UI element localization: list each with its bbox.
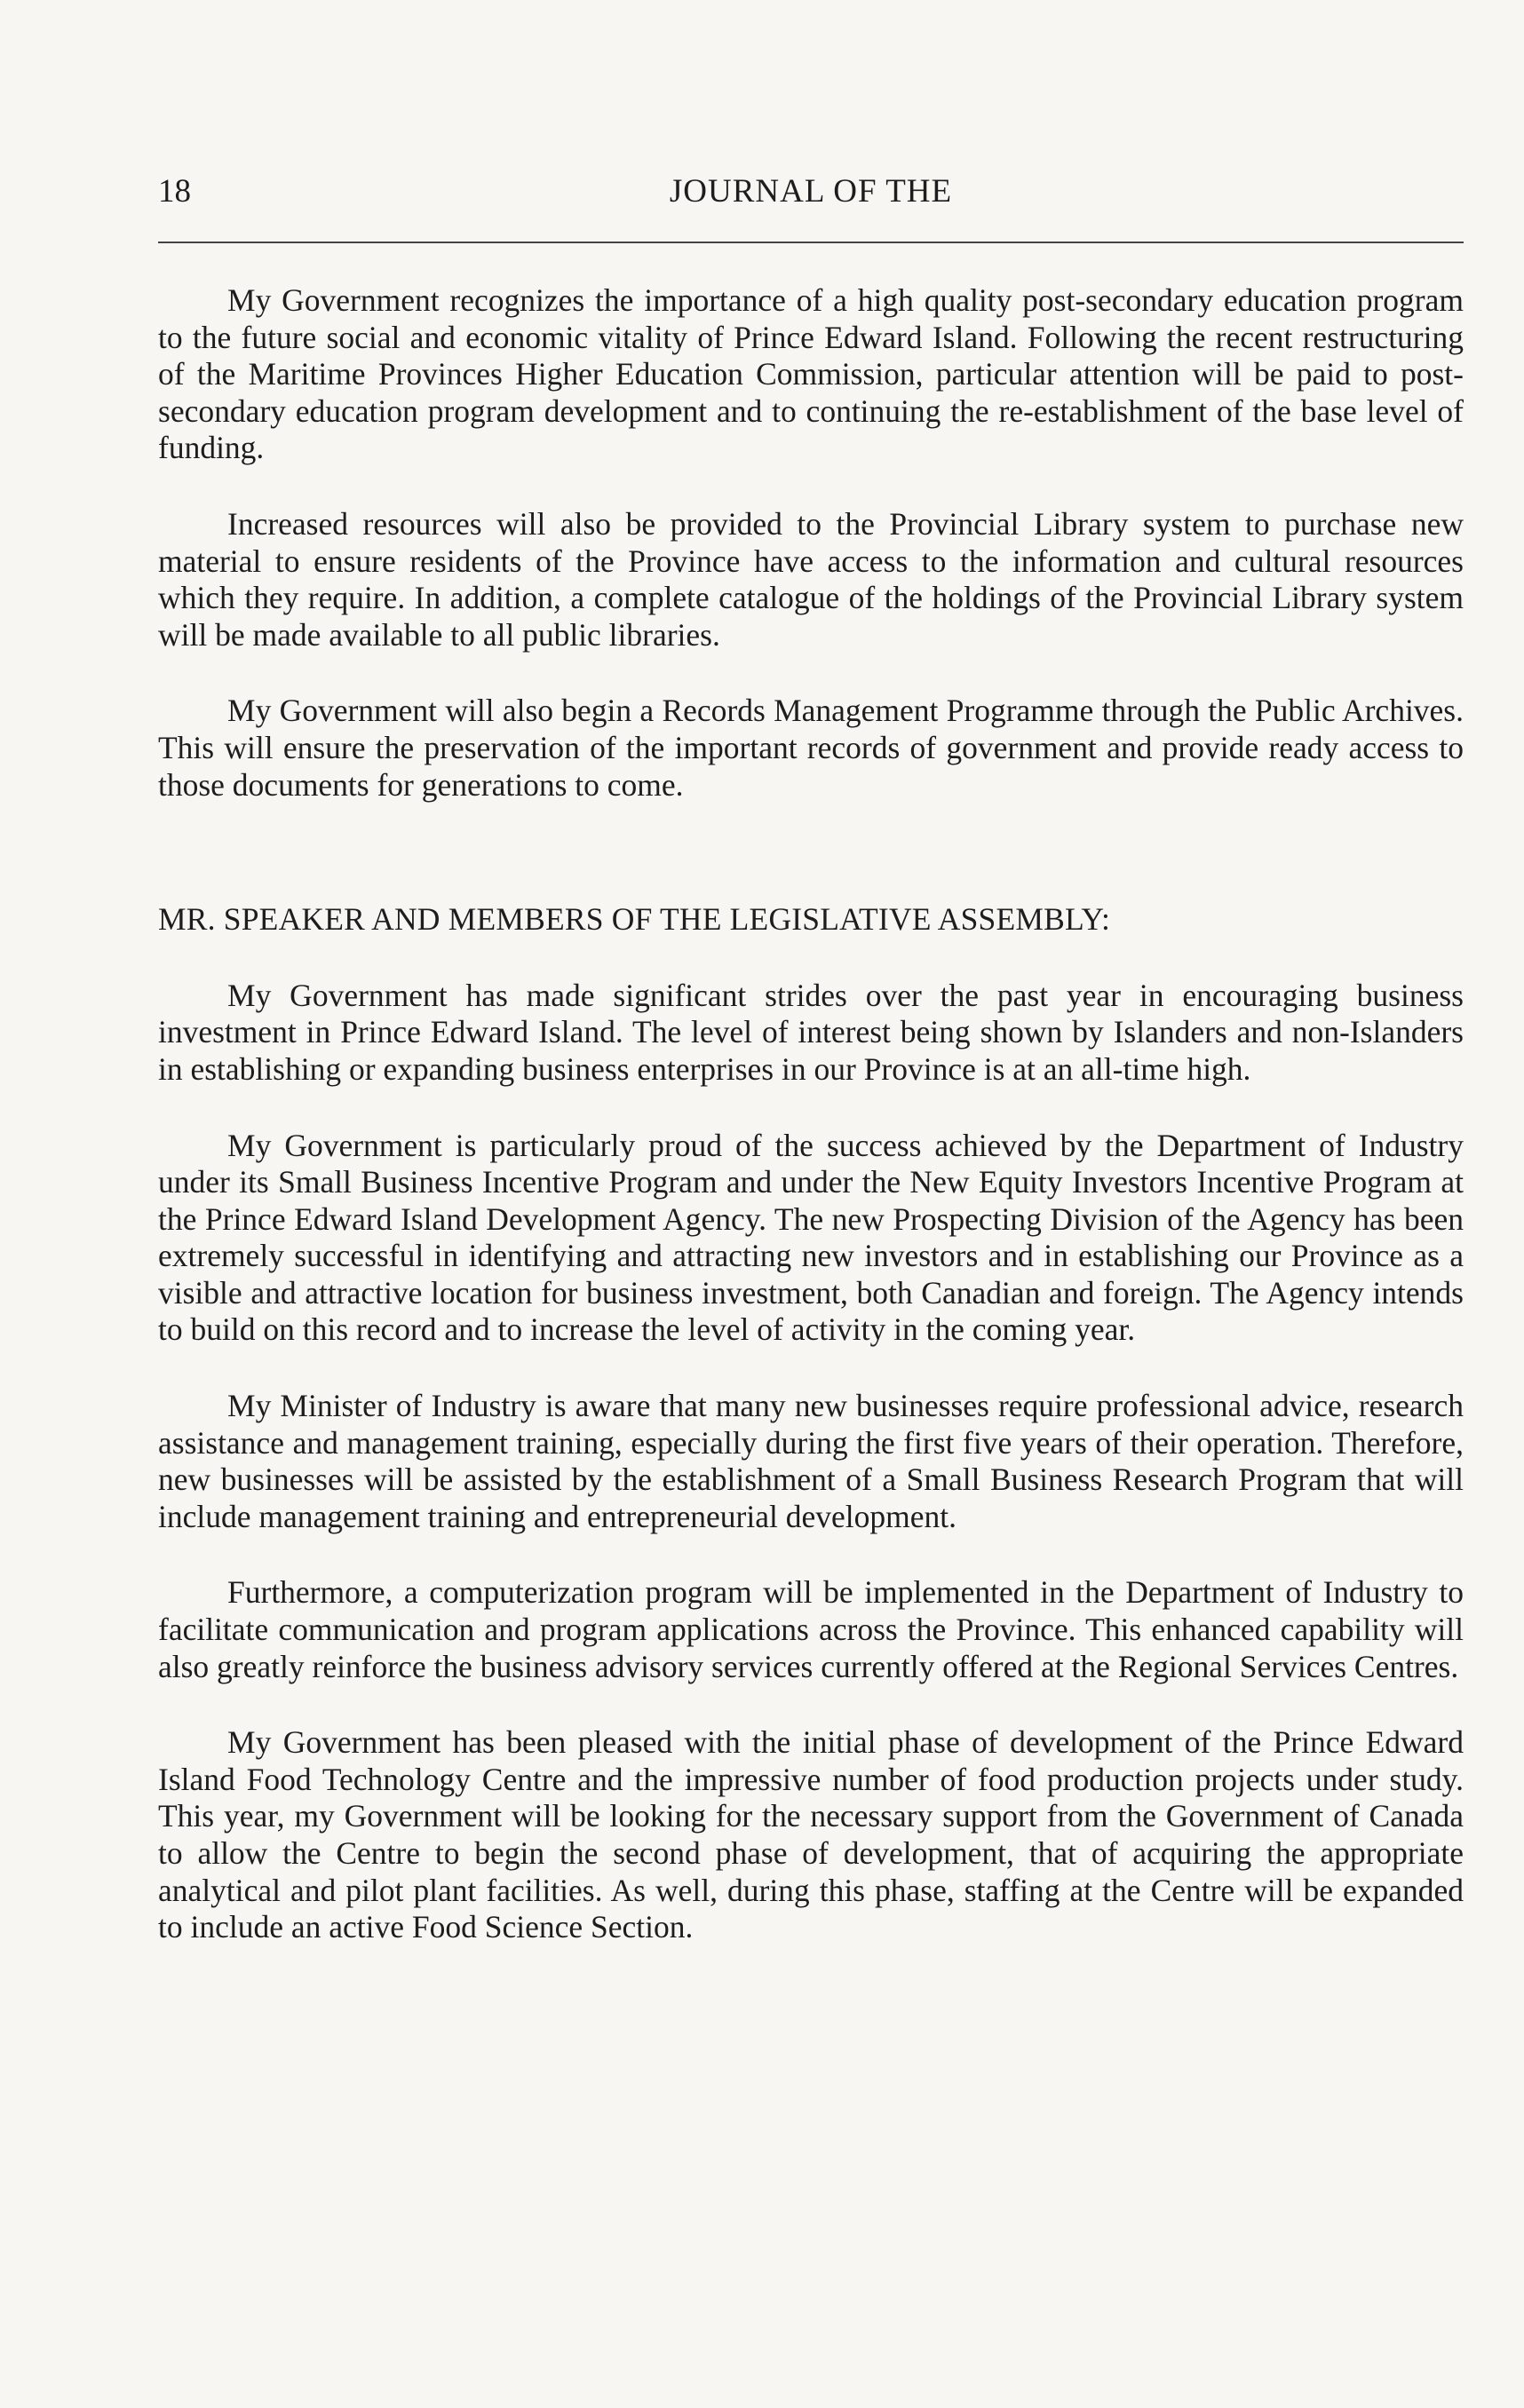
paragraph-small-business-incentive: My Government is particularly proud of the success achieved by the Department of Industry under its Small Business Incentive Program and under the New Equity Investors Incentive Program at the Prince Edward Island Development Agency. The new Prospecting Division of the Agency has been extremely successful in identifying and attracting new investors and in establishing our Province as a visible and attractive location for business investment, both Canadian and foreign. The Agency intends to build on this record and to increase the level of activity in the coming year. — [158, 1127, 1464, 1348]
header-rule — [158, 242, 1464, 243]
body-text — [158, 282, 1464, 1985]
running-head: JOURNAL OF THE — [669, 173, 953, 210]
paragraph-records-management: My Government will also begin a Records Management Programme through the Public Archives. This will ensure the preservation of the important records of government and provide ready access to those documents for generations to come. — [158, 693, 1464, 803]
page-number: 18 — [158, 173, 191, 210]
paragraph-minister-of-industry: My Minister of Industry is aware that many new businesses require professional advice, research assistance and management training, especially during the first five years of their operation. Therefore, new businesses will be assisted by the establishment of a Small Business Research Program that will include management training and entrepreneurial development. — [158, 1388, 1464, 1534]
section-heading: MR. SPEAKER AND MEMBERS OF THE LEGISLATIVE ASSEMBLY: — [158, 901, 1111, 938]
page-header — [158, 170, 1464, 213]
paragraph-business-investment: My Government has made significant strides over the past year in encouraging business investment in Prince Edward Island. The level of interest being shown by Islanders and non-Islanders in establishing or expanding business enterprises in our Province is at an all-time high. — [158, 977, 1464, 1087]
paragraph-post-secondary-education: My Government recognizes the importance of a high quality post-secondary education program to the future social and economic vitality of Prince Edward Island. Following the recent restructuring of the Maritime Provinces Higher Education Commission, particular attention will be paid to post-secondary education program development and to continuing the re-establishment of the base level of funding. — [158, 282, 1464, 466]
paragraph-provincial-library: Increased resources will also be provided to the Provincial Library system to purchase new material to ensure residents of the Province have access to the information and cultural resources which they require. In addition, a complete catalogue of the holdings of the Provincial Library system will be made available to all public libraries. — [158, 505, 1464, 653]
paragraph-computerization-program: Furthermore, a computerization program will be implemented in the Department of Industry to facilitate communication and program applications across the Province. This enhanced capability will also greatly reinforce the business advisory services currently offered at the Regional Services Centres. — [158, 1574, 1464, 1684]
paragraph-food-technology-centre: My Government has been pleased with the initial phase of development of the Prince Edward Island Food Technology Centre and the impressive number of food production projects under study. This year, my Government will be looking for the necessary support from the Government of Canada to allow the Centre to begin the second phase of development, that of acquiring the appropriate analytical and pilot plant facilities. As well, during this phase, staffing at the Centre will be expanded to include an active Food Science Section. — [158, 1724, 1464, 1945]
